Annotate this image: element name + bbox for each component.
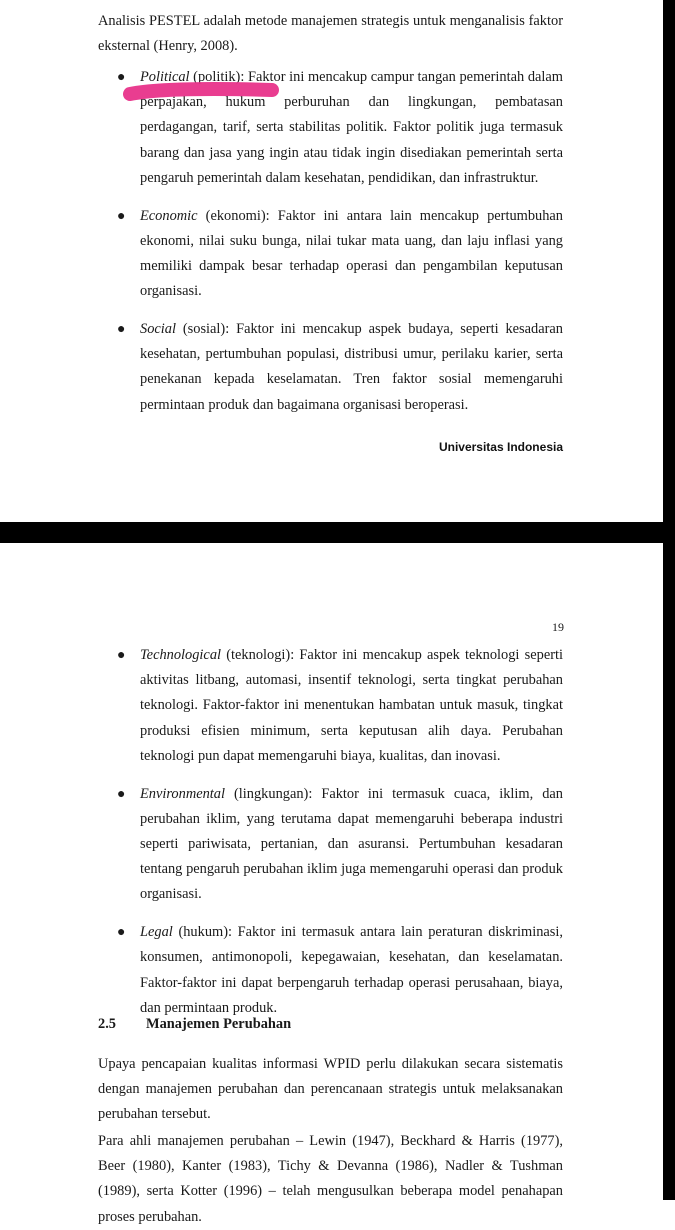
bullet-icon: ● [117, 70, 126, 85]
list-item-legal [0, 920, 663, 1021]
page-number: 19 [552, 620, 564, 634]
technological-description: (teknologi): Faktor ini mencakup aspek teknologi seperti aktivitas litbang, automasi, insentif teknologi, serta tingkat perubahan teknologi. Faktor-faktor ini menentukan hambatan untuk masuk, tingkat produksi efisien minimum, serta keputusan alih daya. Perubahan teknologi pun dapat memengaruhi biaya, kualitas, dan inovasi. [140, 647, 563, 764]
economic-description: (ekonomi): Faktor ini antara lain mencakup pertumbuhan ekonomi, nilai suku bunga, nilai tukar mata uang, dan laju inflasi yang memiliki dampak besar terhadap operasi dan pengambilan keputusan organisasi. [140, 207, 563, 300]
list-item-text [140, 317, 563, 418]
environmental-description: (lingkungan): Faktor ini termasuk cuaca, iklim, dan perubahan iklim, yang terutama dapat memengaruhi beberapa industri seperti pariwisata, pertanian, dan asuransi. Pertumbuhan kesadaran tentang pengaruh perubahan iklim juga memengaruhi operasi dan produk organisasi. [140, 785, 563, 903]
paragraph-change-management: Upaya pencapaian kualitas informasi WPID perlu dilakukan secara sistematis dengan manajemen perubahan dan perencanaan strategis untuk melaksanakan perubahan tersebut. [98, 1056, 563, 1123]
bullet-icon: ● [117, 648, 126, 663]
page-separator [0, 522, 675, 543]
paragraph-experts: Para ahli manajemen perubahan – Lewin (1947), Beckhard & Harris (1977), Beer (1980), Kanter (1983), Tichy & Devanna (1986), Nadler & Tushman (1989), serta Kotter (1996) – telah mengusulkan beberapa model penahapan proses perubahan. [98, 1133, 563, 1225]
list-item-text [140, 65, 563, 191]
term-legal: Legal [140, 924, 173, 941]
list-item-technological [0, 643, 663, 769]
list-item-text [140, 920, 563, 1021]
term-social: Social [140, 321, 176, 338]
term-environmental: Environmental [140, 785, 225, 802]
political-description: (politik): Faktor ini mencakup campur tangan pemerintah dalam perpajakan, hukum perburuhan dan lingkungan, pembatasan perdagangan, tarif, serta stabilitas politik. Faktor politik juga termasuk barang dan jasa yang ingin atau tidak ingin disediakan pemerintah serta pengaruh pemerintah dalam kesehatan, pendidikan, dan infrastruktur. [140, 69, 563, 186]
bullet-icon: ● [117, 208, 126, 224]
section-number: 2.5 [98, 1016, 116, 1032]
list-item-economic [0, 204, 663, 305]
list-item-political [0, 65, 663, 191]
pestel-list-2 [0, 643, 663, 1034]
intro-paragraph: Analisis PESTEL adalah metode manajemen strategis untuk menganalisis faktor eksternal (Henry, 2008). [98, 13, 563, 55]
section-title: Manajemen Perubahan [146, 1016, 292, 1032]
document-page-1 [0, 0, 663, 522]
list-item-text [140, 204, 563, 305]
legal-description: (hukum): Faktor ini termasuk antara lain peraturan diskriminasi, konsumen, antimonopoli, kepegawaian, kesehatan, dan keselamatan. Faktor-faktor ini dapat berpengaruh terhadap operasi perusahaan, biaya, dan permintaan produk. [140, 924, 563, 1016]
screen-edge-bar [663, 0, 675, 1200]
list-item-text [140, 643, 563, 769]
list-item-environmental [0, 782, 663, 908]
bullet-icon: ● [117, 786, 126, 802]
social-description: (sosial): Faktor ini mencakup aspek budaya, seperti kesadaran kesehatan, pertumbuhan populasi, distribusi umur, perilaku karier, serta penekanan kepada keselamatan. Tren faktor sosial memengaruhi permintaan produk dan bagaimana organisasi beroperasi. [140, 321, 563, 413]
university-footer: Universitas Indonesia [438, 440, 563, 454]
bullet-icon: ● [117, 322, 126, 338]
document-page-2 [0, 543, 663, 1225]
bullet-icon: ● [117, 925, 126, 941]
term-economic: Economic [140, 207, 198, 224]
list-item-social [0, 317, 663, 418]
term-political: Political [140, 69, 190, 85]
section-heading [98, 1012, 291, 1037]
pestel-list-1 [0, 65, 663, 430]
list-item-text [140, 782, 563, 908]
term-technological: Technological [140, 647, 222, 663]
